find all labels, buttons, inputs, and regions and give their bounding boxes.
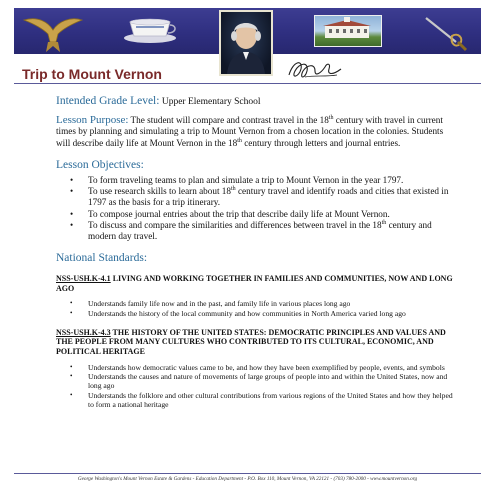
mansion-photo-image xyxy=(314,15,382,47)
standards-heading: National Standards: xyxy=(56,252,148,265)
standard-2-list xyxy=(56,363,456,409)
purpose-text-part: century with travel in current times by planning and simulating a trip to Mount Vernon from a chosen location in the colonies. Students will describe daily life at Mount Vernon in the 18 xyxy=(56,115,444,148)
header-rule xyxy=(14,83,481,84)
list-item-text: To discuss and compare the similarities and differences between travel in the 18 xyxy=(88,219,382,230)
grade-level-line xyxy=(56,95,456,108)
standard-1-heading xyxy=(56,274,456,293)
grade-level-label: Intended Grade Level: xyxy=(56,95,160,107)
list-item: • To form traveling teams to plan and simulate a trip to Mount Vernon in the year 1797. xyxy=(56,175,456,186)
teacup-image xyxy=(120,14,180,44)
lesson-content xyxy=(56,95,456,409)
list-item: • Understands the history of the local community and how communities in North America varied long ago xyxy=(56,309,456,318)
standard-1-code: NSS-USH.K-4.1 xyxy=(56,274,111,284)
superscript: th xyxy=(328,114,334,121)
list-item xyxy=(56,220,456,242)
eagle-ornament-image xyxy=(20,12,86,54)
superscript: th xyxy=(381,219,387,226)
standard-2-title: THE HISTORY OF THE UNITED STATES: DEMOCRATIC PRINCIPLES AND VALUES AND THE PEOPLE FROM MANY CULTURES WHO CONTRIBUTED TO ITS CULTURAL, ECONOMIC, AND POLITICAL HERITAGE xyxy=(56,327,446,357)
superscript: th xyxy=(231,186,236,193)
footer-address: George Washington's Mount Vernon Estate & Gardens - Education Department - P.O. Box 110, Mount Vernon, VA 22121 - (703) 780-2000 - www.mountvernon.org xyxy=(77,476,418,482)
list-item-text: century and modern day travel. xyxy=(88,219,432,241)
list-item: • To compose journal entries about the trip that describe daily life at Mount Vernon. xyxy=(56,209,456,220)
standard-2-heading xyxy=(56,328,456,357)
list-item: • Understands how democratic values came to be, and how they have been exemplified by people, events, and symbols xyxy=(56,363,456,372)
list-item: • Understands the folklore and other cultural contributions from various regions of the United States and how they helped to form a national heritage xyxy=(56,391,456,410)
purpose-text-part: century through letters and journal entries. xyxy=(241,137,401,148)
objectives-list xyxy=(56,175,456,242)
list-item-text: century travel and identify roads and cities that existed in 1797 as the basis for a trip itinerary. xyxy=(88,186,449,208)
grade-level-value: Upper Elementary School xyxy=(161,97,261,107)
lesson-purpose-label: Lesson Purpose: xyxy=(56,114,129,126)
washington-portrait-image xyxy=(219,10,273,76)
objectives-heading: Lesson Objectives: xyxy=(56,158,144,171)
page-title: Trip to Mount Vernon xyxy=(22,66,162,82)
purpose-text-part: The student will compare and contrast travel in the 18 xyxy=(128,115,329,125)
list-item-text: To use research skills to learn about 18 xyxy=(88,186,231,197)
list-item: • Understands family life now and in the past, and family life in various places long ago xyxy=(56,299,456,308)
footer-rule xyxy=(14,473,481,474)
signature-image xyxy=(285,55,345,83)
standard-1-list xyxy=(56,299,456,318)
list-item xyxy=(56,186,456,208)
standard-2-code: NSS-USH.K-4.3 xyxy=(56,327,111,337)
lesson-purpose xyxy=(56,115,456,149)
list-item: • Understands the causes and nature of movements of large groups of people into and within the United States, now and long ago xyxy=(56,372,456,391)
superscript: th xyxy=(237,137,242,144)
sword-image xyxy=(420,12,470,52)
standard-1-title: LIVING AND WORKING TOGETHER IN FAMILIES AND COMMUNITIES, NOW AND LONG AGO xyxy=(56,274,453,293)
